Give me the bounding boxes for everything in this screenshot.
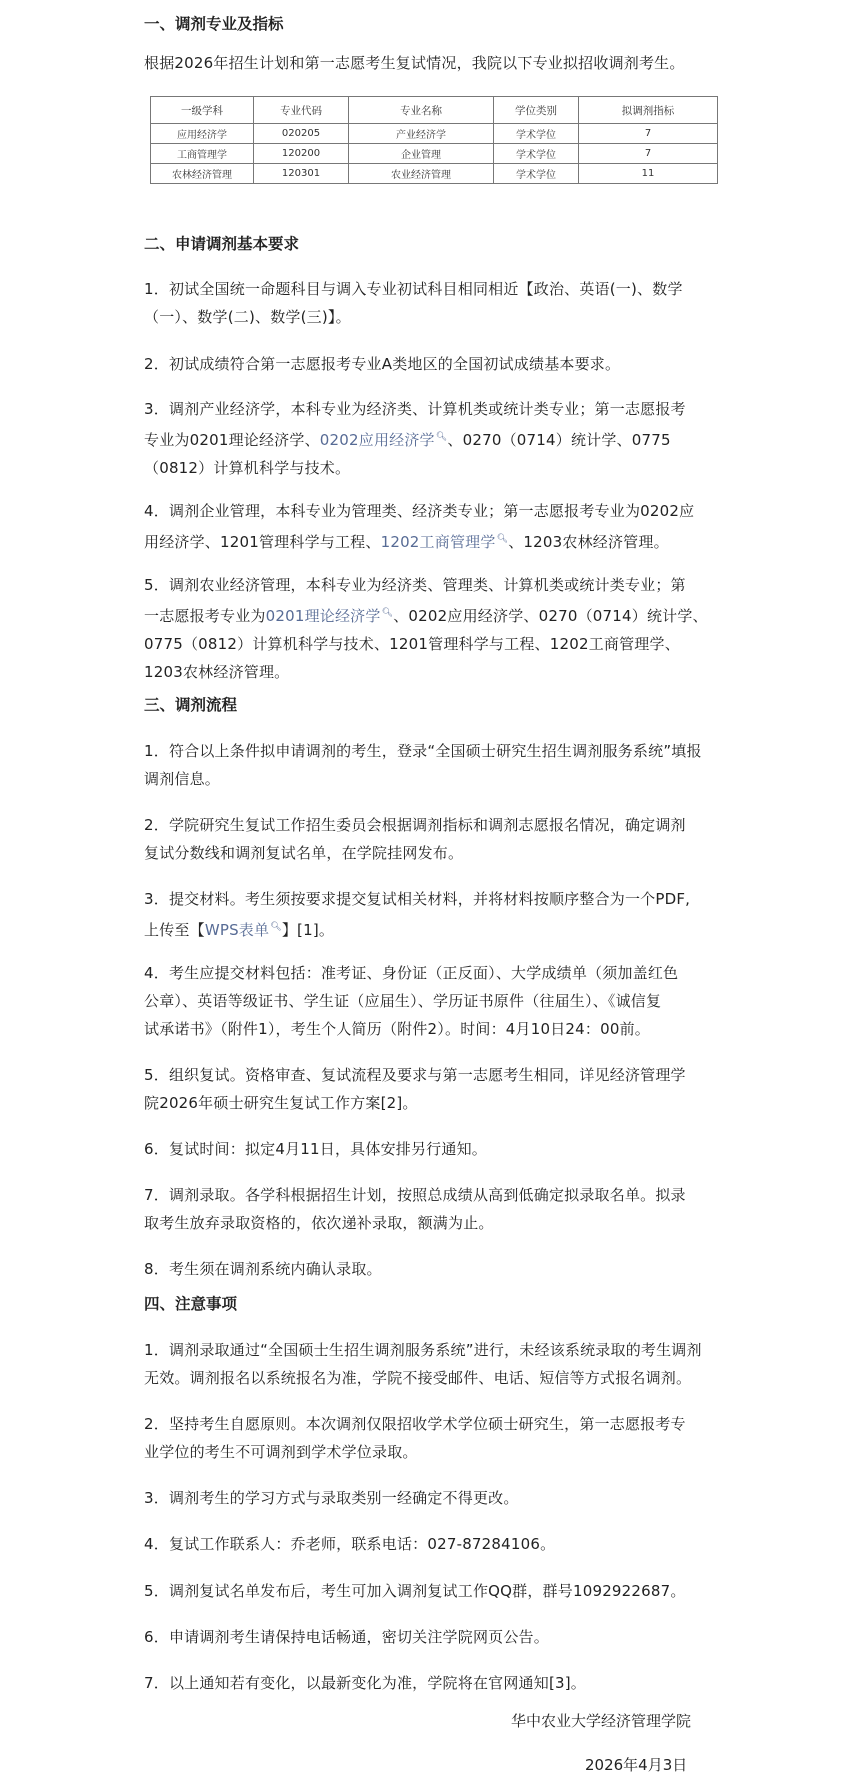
paragraph-line: 1．调剂录取通过“全国硕士生招生调剂服务系统”进行，未经该系统录取的考生调剂 [144,1341,702,1359]
paragraph-block [144,1484,722,1512]
table-cell: 11 [579,164,718,184]
paragraph-line: 4．考生应提交材料包括：准考证、身份证（正反面）、大学成绩单（须加盖红色 [144,964,679,982]
paragraph: 6．复试时间：拟定4月11日，具体安排另行通知。 [144,1140,487,1158]
table-cell: 应用经济学 [151,124,254,144]
paragraph-block [144,1410,722,1466]
paragraph-line: 2．学院研究生复试工作招生委员会根据调剂指标和调剂志愿报名情况，确定调剂 [144,816,686,834]
paragraph: 7．以上通知若有变化，以最新变化为准，学院将在官网通知[3]。 [144,1674,586,1692]
paragraph-block [144,1061,722,1117]
paragraph-block [144,275,722,331]
paragraph-block [144,1336,722,1392]
paragraph-line: 公章）、英语等级证书、学生证（应届生）、学历证书原件（往届生）、《诚信复 [144,992,662,1010]
table-cell: 120200 [254,144,349,164]
table-header-cell: 专业代码 [254,97,349,124]
paragraph-line [144,913,722,944]
paragraph-block [144,1530,722,1558]
table-cell: 020205 [254,124,349,144]
table-header-row [151,97,718,124]
keyword-link[interactable] [205,921,282,939]
paragraph-line: （0812）计算机科学与技术。 [144,459,351,477]
text-span: 专业为0201理论经济学、 [144,431,320,449]
text-span: 、0202应用经济学、0270（0714）统计学、 [393,607,708,625]
section-title: 四、注意事项 [144,1295,238,1313]
paragraph-line: 无效。调剂报名以系统报名为准，学院不接受邮件、电话、短信等方式报名调剂。 [144,1369,692,1387]
paragraph-line: 业学位的考生不可调剂到学术学位录取。 [144,1443,418,1461]
paragraph-line: 取考生放弃录取资格的，依次递补录取，额满为止。 [144,1214,494,1232]
table-cell: 农业经济管理 [349,164,494,184]
paragraph: 根据2026年招生计划和第一志愿考生复试情况，我院以下专业拟招收调剂考生。 [144,54,685,72]
paragraph-line: 4．调剂企业管理，本科专业为管理类、经济类专业；第一志愿报考专业为0202应 [144,502,695,520]
table-cell: 产业经济学 [349,124,494,144]
search-icon: 🔍︎ [270,922,282,932]
paragraph: 4．复试工作联系人：乔老师，联系电话：027-87284106。 [144,1535,556,1553]
paragraph-line: 7．调剂录取。各学科根据招生计划，按照总成绩从高到低确定拟录取名单。拟录 [144,1186,686,1204]
paragraph-line [144,525,722,556]
paragraph-line: 2．坚持考生自愿原则。本次调剂仅限招收学术学位硕士研究生，第一志愿报考专 [144,1415,686,1433]
section-title: 三、调剂流程 [144,696,238,714]
quota-table [150,96,718,184]
paragraph-block [144,1181,722,1237]
paragraph-line: 1203农林经济管理。 [144,663,290,681]
table-row [151,124,718,144]
paragraph-line [144,599,722,630]
paragraph-line: 0775（0812）计算机科学与技术、1201管理科学与工程、1202工商管理学、 [144,635,680,653]
paragraph-line: 3．调剂产业经济学，本科专业为经济类、计算机类或统计类专业；第一志愿报考 [144,400,686,418]
search-icon: 🔍︎ [381,608,394,618]
section-1 [144,12,722,36]
paragraph-block [144,1577,722,1605]
paragraph-line: 3．提交材料。考生须按要求提交复试相关材料，并将材料按顺序整合为一个PDF, [144,890,691,908]
paragraph-block [144,1135,722,1163]
paragraph-line: 院2026年硕士研究生复试工作方案[2]。 [144,1094,418,1112]
table-header-cell: 一级学科 [151,97,254,124]
keyword-link[interactable] [381,533,509,551]
signature-org: 华中农业大学经济管理学院 [511,1712,692,1730]
keyword-link-label: 1202工商管理学 [380,533,496,551]
table-header-cell: 专业名称 [349,97,494,124]
paragraph-line: 1．初试全国统一命题科目与调入专业初试科目相同相近【政治、英语(一)、数学 [144,280,683,298]
paragraph-block [144,737,722,793]
table-cell: 学术学位 [494,124,579,144]
paragraph-block [144,959,722,1043]
paragraph-line: （一）、数学(二)、数学(三)】。 [144,308,351,326]
keyword-link[interactable] [320,431,448,449]
paragraph-block [144,395,722,482]
table-cell: 学术学位 [494,144,579,164]
signature-date: 2026年4月3日 [585,1756,688,1774]
quota-table-wrap [144,96,722,184]
paragraph-block [144,1255,722,1283]
paragraph-block [144,497,722,556]
section-2 [144,232,722,256]
keyword-link-label: WPS表单 [204,921,270,939]
paragraph-line: 5．组织复试。资格审查、复试流程及要求与第一志愿考生相同，详见经济管理学 [144,1066,686,1084]
table-cell: 工商管理学 [151,144,254,164]
paragraph-line: 复试分数线和调剂复试名单，在学院挂网发布。 [144,844,464,862]
paragraph-line: 试承诺书》（附件1），考生个人简历（附件2）。时间：4月10日24：00前。 [144,1020,650,1038]
paragraph-block [144,811,722,867]
table-cell: 7 [579,144,718,164]
search-icon: 🔍︎ [496,534,509,544]
section-1-body [144,49,722,77]
section-4 [144,1292,722,1316]
paragraph-block [144,1623,722,1651]
paragraph-line: 5．调剂农业经济管理，本科专业为经济类、管理类、计算机类或统计类专业；第 [144,576,686,594]
paragraph-line: 调剂信息。 [144,770,221,788]
paragraph: 3．调剂考生的学习方式与录取类别一经确定不得更改。 [144,1489,519,1507]
section-title: 二、申请调剂基本要求 [144,235,300,253]
paragraph-block [144,1669,722,1697]
paragraph: 5．调剂复试名单发布后，考生可加入调剂复试工作QQ群，群号1092922687。 [144,1582,686,1600]
table-cell: 农林经济管理 [151,164,254,184]
keyword-link[interactable] [266,607,394,625]
section-3 [144,693,722,717]
table-header-cell: 学位类别 [494,97,579,124]
paragraph: 8．考生须在调剂系统内确认录取。 [144,1260,382,1278]
paragraph-block [144,571,722,686]
paragraph-line: 1．符合以上条件拟申请调剂的考生，登录“全国硕士研究生招生调剂服务系统”填报 [144,742,702,760]
paragraph: 6．申请调剂考生请保持电话畅通，密切关注学院网页公告。 [144,1628,549,1646]
paragraph-line [144,423,722,454]
table-row [151,144,718,164]
text-span: 】[1]。 [281,921,335,939]
keyword-link-label: 0201理论经济学 [265,607,381,625]
search-icon: 🔍︎ [435,432,448,442]
table-cell: 企业管理 [349,144,494,164]
table-cell: 120301 [254,164,349,184]
paragraph-block [144,350,722,378]
text-span: 用经济学、1201管理科学与工程、 [144,533,381,551]
text-span: 、0270（0714）统计学、0775 [447,431,671,449]
table-cell: 7 [579,124,718,144]
table-header-cell: 拟调剂指标 [579,97,718,124]
text-span: 一志愿报考专业为 [144,607,266,625]
section-title: 一、调剂专业及指标 [144,15,284,33]
text-span: 、1203农林经济管理。 [508,533,669,551]
table-row [151,164,718,184]
table-cell: 学术学位 [494,164,579,184]
text-span: 上传至【 [144,921,205,939]
paragraph-block [144,885,722,944]
paragraph: 2．初试成绩符合第一志愿报考专业A类地区的全国初试成绩基本要求。 [144,355,621,373]
keyword-link-label: 0202应用经济学 [319,431,435,449]
